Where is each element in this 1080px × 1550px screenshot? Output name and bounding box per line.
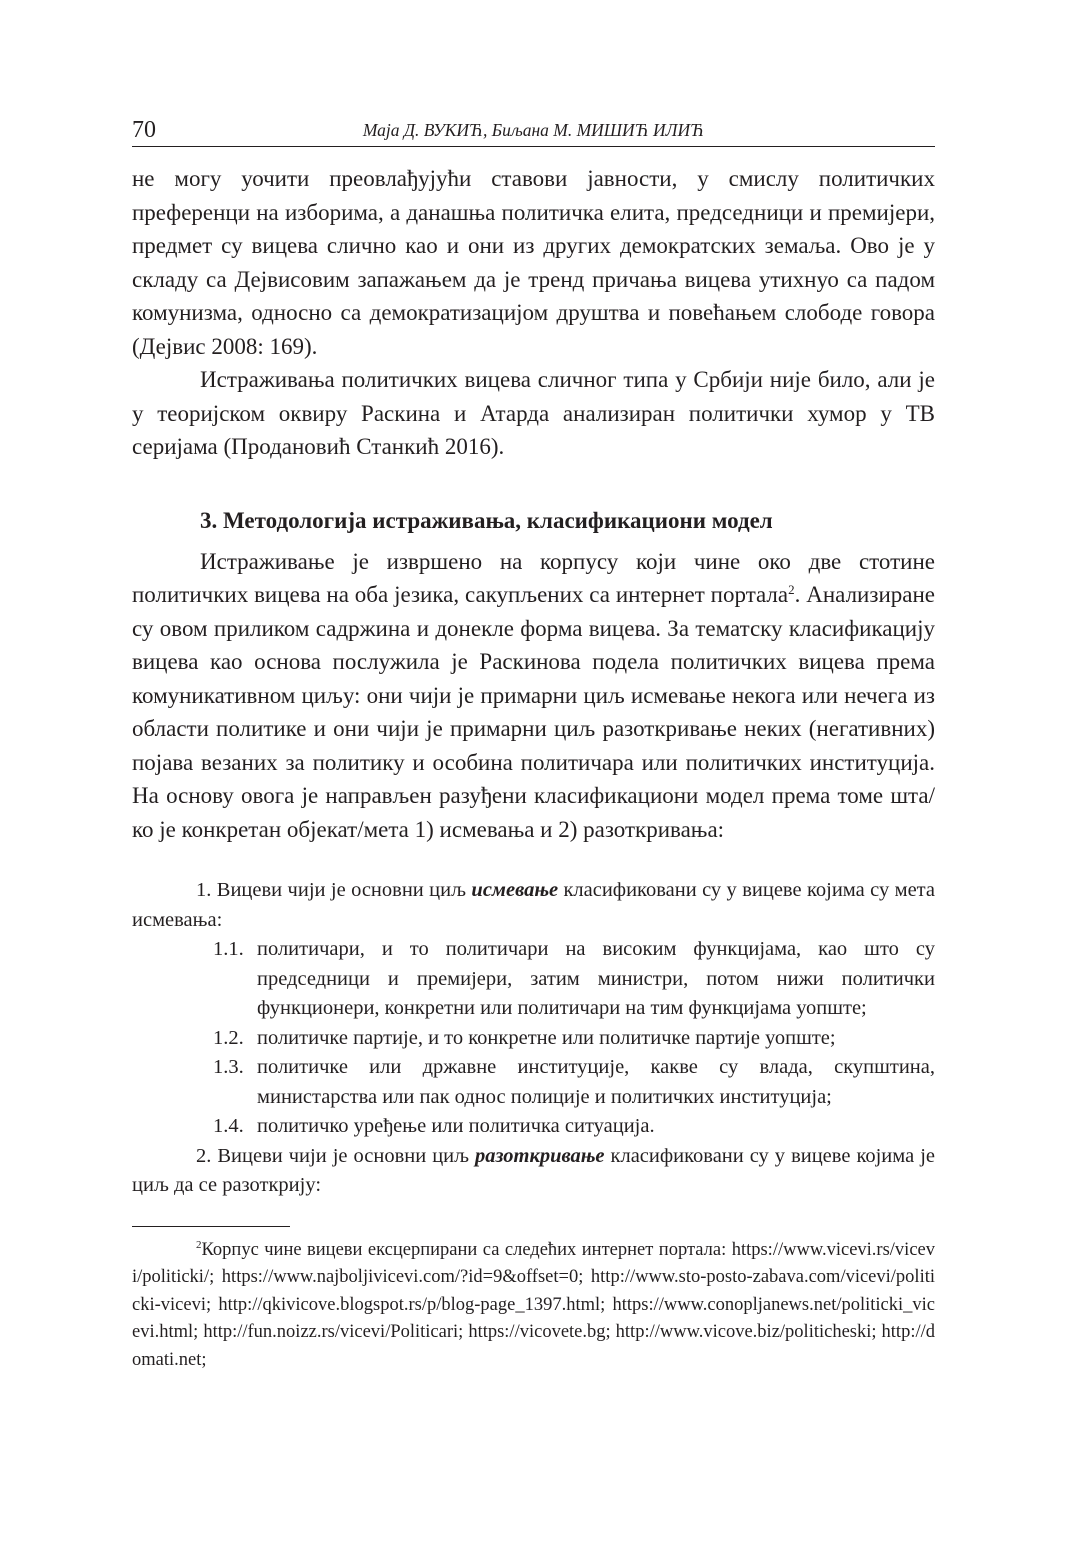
footnote-marker: 2 [196, 1238, 202, 1251]
subitem-text: политичари, и то политичари на високим функцијама, као што су председници и премијери, затим министри, потом нижи политички функционери, конкретни или политичари на тим функцијама уопште; [257, 938, 935, 1019]
list-item-2-suffix: класификовани су у вицеве којима је циљ да се разоткрију: [132, 1144, 936, 1196]
list-subitem [213, 1053, 935, 1112]
footnote-reference[interactable]: 2 [788, 582, 795, 597]
book-page [132, 116, 935, 1374]
list-item-1-prefix: 1. Вицеви чији је основни циљ [196, 879, 472, 901]
list-item-1 [132, 876, 935, 935]
list-item-2-emphasis: разоткривање [475, 1144, 605, 1167]
list-item-2 [132, 1142, 935, 1201]
list-item-2-prefix: 2. Вицеви чији је основни циљ [196, 1144, 476, 1167]
running-head: Маја Д. ВУКИЋ, Биљана М. МИШИЋ ИЛИЋ [362, 120, 705, 140]
paragraph-continuation: не могу уочити преовлађујући ставови јавности, у смислу политичких преференци на изборима, а данашња политичка елита, председници и премијери, предмет су вицева слично као и они из других демократских земаља. Ово је у складу са Дејвисовим запажањем да је тренд причања вицева утихнуо са падом комунизма, односно са демократизацијом друштва и повећањем слободе говора (Дејвис 2008: 169). [132, 166, 935, 359]
subitem-text: политичко уређење или политичка ситуација. [257, 1115, 655, 1137]
subitem-number: 1.2. [213, 1026, 244, 1049]
subitem-text: политичке партије, и то конкретне или политичке партије уопште; [257, 1026, 836, 1049]
methodology-text-end: . Анализиране су овом приликом садржина и донекле форма вицева. За тематску класификацију вицева као основа послужила је Раскинова подела политичких вицева према комуникативном циљу: они чији је примарни циљ исмевање некога или нечега из области политике и они чији је примарни циљ разоткривање неких (негативних) појава везаних за политику и особина политичара или политичких институција. На основу овога је направљен разуђени класификациони модел према томе шта/ко је конкретан објекат/мета 1) исмевања и 2) разоткривања: [132, 582, 935, 842]
section-heading: 3. Методологија истраживања, класификациони модел [200, 507, 773, 533]
list-item-1-suffix: класификовани су у вицеве којима су мета исмевања: [132, 879, 935, 931]
classification-list [132, 876, 935, 1201]
footnote [132, 1237, 935, 1375]
subitem-number: 1.3. [213, 1056, 244, 1078]
page-number: 70 [132, 117, 156, 143]
page-header [132, 116, 935, 147]
list-subitem [213, 1024, 935, 1054]
footnote-text: Корпус чине вицеви ексцерпирани са следећих интернет портала: https://www.vicevi.rs/vicevi/politicki/; https://www.najboljivicevi.com/?id=9&offset=0; http://www.sto-posto-zabava.com/vicevi/politicki-vicevi; http://qkivicove.blogspot.rs/p/blog-page_1397.html; https://www.conopljanews.net/politicki_vicevi.html; http://fun.noizz.rs/vicevi/Politicari; https://vicovete.bg; http://www.vicove.biz/politicheski; http://domati.net; [132, 1239, 935, 1370]
methodology-text-start: Истраживање је извршено на корпусу који чине око две стотине политичких вицева на оба језика, сакупљених са интернет портала [132, 548, 935, 607]
list-subitem [213, 935, 935, 1024]
subitem-text: политичке или државне институције, какве су влада, скупштина, министарства или пак однос полиције и политичких институција; [257, 1056, 935, 1108]
footnote-divider [132, 1226, 290, 1227]
list-item-1-emphasis: исмевање [471, 879, 559, 901]
list-subitem [213, 1112, 935, 1142]
subitem-number: 1.4. [213, 1115, 244, 1137]
paragraph-prior-research: Истраживања политичких вицева сличног типа у Србији није било, али је у теоријском оквиру Раскина и Атарда анализиран политички хумор у ТВ серијама (Продановић Станкић 2016). [132, 367, 935, 459]
subitem-number: 1.1. [213, 938, 244, 960]
paragraph-methodology [132, 545, 935, 847]
